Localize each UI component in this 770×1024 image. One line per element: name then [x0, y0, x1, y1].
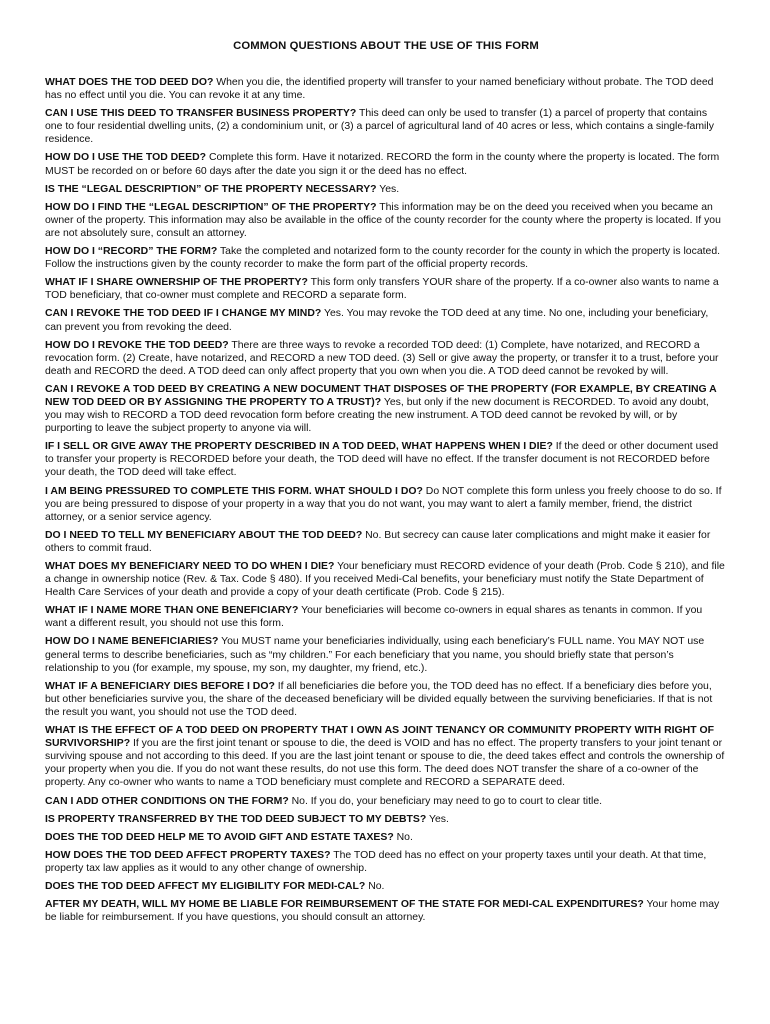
faq-question: CAN I REVOKE THE TOD DEED IF I CHANGE MY MIND? [45, 308, 322, 320]
faq-answer: If all beneficiaries die before you, the TOD deed has no effect. If a beneficiary dies before you, but other beneficiaries survive you, the share of the deceased beneficiary will be divided equally between the surviving beneficiaries. If that is not the result you want, you should not use the TOD deed. [45, 680, 713, 718]
faq-item [45, 440, 727, 479]
faq-item [45, 560, 727, 599]
faq-question: HOW DO I “RECORD” THE FORM? [45, 246, 218, 258]
faq-item [45, 898, 727, 924]
faq-question: WHAT DOES THE TOD DEED DO? [45, 77, 214, 88]
faq-question: WHAT IF I NAME MORE THAN ONE BENEFICIARY? [45, 605, 299, 617]
faq-item [45, 183, 727, 196]
faq-answer: Your home may be liable for reimbursement. If you have questions, you should consult an attorney. [45, 899, 720, 924]
faq-question: WHAT IS THE EFFECT OF A TOD DEED ON PROPERTY THAT I OWN AS JOINT TENANCY OR COMMUNITY PROPERTY WITH RIGHT OF SURVIVORSHIP? [45, 725, 714, 750]
faq-question: DOES THE TOD DEED AFFECT MY ELIGIBILITY FOR MEDI-CAL? [45, 880, 366, 892]
faq-item [45, 813, 727, 826]
faq-answer: This form only transfers YOUR share of the property. If a co-owner also wants to name a TOD beneficiary, that co-owner must complete and RECORD a separate form. [45, 277, 719, 302]
faq-item [45, 880, 727, 893]
faq-question: IF I SELL OR GIVE AWAY THE PROPERTY DESCRIBED IN A TOD DEED, WHAT HAPPENS WHEN I DIE? [45, 441, 553, 453]
faq-answer: You MUST name your beneficiaries individually, using each beneficiary’s FULL name. You MAY NOT use general terms to describe beneficiaries, such as “my children.” For each beneficiary that you name, you should briefly state that person’s relationship to you (for example, my spouse, my son, my daughter, my friend, etc.). [45, 636, 705, 674]
faq-question: DOES THE TOD DEED HELP ME TO AVOID GIFT AND ESTATE TAXES? [45, 831, 394, 843]
faq-item [45, 795, 727, 808]
faq-item [45, 849, 727, 875]
faq-answer: Yes. You may revoke the TOD deed at any time. No one, including your beneficiary, can prevent you from revoking the deed. [45, 308, 709, 333]
faq-answer: There are three ways to revoke a recorded TOD deed: (1) Complete, have notarized, and RECORD a revocation form. (2) Create, have notarized, and RECORD a new TOD deed. (3) Sell or give away the property, or transfer it to a trust, before your death and RECORD the deed. A TOD deed can only affect property that you own when you die. A TOD deed cannot be revoked by will. [45, 339, 719, 377]
faq-question: AFTER MY DEATH, WILL MY HOME BE LIABLE FOR REIMBURSEMENT OF THE STATE FOR MEDI-CAL EXPENDITURES? [45, 899, 644, 911]
faq-question: CAN I USE THIS DEED TO TRANSFER BUSINESS PROPERTY? [45, 108, 357, 120]
faq-answer: If the deed or other document used to transfer your property is RECORDED before your death, the TOD deed will have no effect. If the transfer document is not RECORDED before your death, the TOD deed will take effect. [45, 441, 719, 479]
faq-answer: The TOD deed has no effect on your property taxes until your death. At that time, property tax law applies as it would to any other change of ownership. [45, 849, 707, 874]
faq-question: HOW DO I REVOKE THE TOD DEED? [45, 339, 229, 351]
faq-answer: Take the completed and notarized form to the county recorder for the county in which the property is located. Follow the instructions given by the county recorder to make the form part of the official property records. [45, 246, 721, 271]
faq-answer: Yes. [379, 183, 400, 195]
faq-item [45, 151, 727, 177]
faq-item [45, 485, 727, 524]
faq-item [45, 339, 727, 378]
faq-list [45, 76, 727, 924]
faq-item [45, 107, 727, 146]
faq-answer: This deed can only be used to transfer (1) a parcel of property that contains one to four residential dwelling units, (2) a condominium unit, or (3) a parcel of agricultural land of 40 acres or less, which contains a single-family residence. [45, 108, 714, 146]
faq-answer: When you die, the identified property will transfer to your named beneficiary without probate. The TOD deed has no effect until you die. You can revoke it at any time. [45, 77, 714, 102]
faq-answer: No. If you do, your beneficiary may need to go to court to clear title. [291, 795, 603, 807]
faq-question: HOW DO I NAME BENEFICIARIES? [45, 636, 219, 648]
faq-item [45, 76, 727, 102]
faq-answer: No. But secrecy can cause later complications and might make it easier for others to commit fraud. [45, 529, 711, 554]
faq-item [45, 635, 727, 674]
faq-answer: If you are the first joint tenant or spouse to die, the deed is VOID and has no effect. The property transfers to your joint tenant or surviving spouse and not according to this deed. If you are the last joint tenant or spouse to die, the deed takes effect and controls the ownership of your property when you die. If you do not want these results, do not use this form. The deed does NOT transfer the share of a co-owner of the property. Any co-owner who wants to name a TOD beneficiary must complete and RECORD a SEPARATE deed. [45, 738, 725, 789]
faq-answer: Complete this form. Have it notarized. RECORD the form in the county where the property is located. The form MUST be recorded on or before 60 days after the date you sign it or the deed has no effect. [45, 152, 720, 177]
faq-answer: Yes, but only if the new document is RECORDED. To avoid any doubt, you may wish to RECORD a TOD deed revocation form before creating the new instrument. A TOD deed cannot be revoked by will, or by purporting to leave the subject property to anyone via will. [45, 396, 709, 435]
faq-answer: Your beneficiaries will become co-owners in equal shares as tenants in common. If you want a different result, you should not use this form. [45, 605, 703, 630]
faq-question: CAN I REVOKE A TOD DEED BY CREATING A NEW DOCUMENT THAT DISPOSES OF THE PROPERTY (FOR EXAMPLE, BY CREATING A NEW TOD DEED OR BY ASSIGNING THE PROPERTY TO A TRUST)? [45, 383, 717, 408]
faq-item [45, 831, 727, 844]
faq-question: HOW DOES THE TOD DEED AFFECT PROPERTY TAXES? [45, 849, 331, 861]
faq-item [45, 604, 727, 630]
faq-item [45, 680, 727, 719]
document-page [45, 0, 727, 929]
faq-question: WHAT IF A BENEFICIARY DIES BEFORE I DO? [45, 680, 275, 692]
faq-question: DO I NEED TO TELL MY BENEFICIARY ABOUT THE TOD DEED? [45, 529, 363, 541]
faq-question: WHAT DOES MY BENEFICIARY NEED TO DO WHEN I DIE? [45, 561, 335, 572]
faq-item [45, 245, 727, 271]
faq-question: CAN I ADD OTHER CONDITIONS ON THE FORM? [45, 795, 289, 807]
faq-question: WHAT IF I SHARE OWNERSHIP OF THE PROPERTY? [45, 277, 308, 289]
faq-item [45, 307, 727, 333]
faq-answer: No. [368, 880, 385, 892]
faq-answer: No. [396, 831, 413, 843]
faq-item [45, 201, 727, 240]
faq-question: IS THE “LEGAL DESCRIPTION” OF THE PROPERTY NECESSARY? [45, 183, 377, 195]
page-title: COMMON QUESTIONS ABOUT THE USE OF THIS FORM [233, 40, 539, 52]
faq-question: IS PROPERTY TRANSFERRED BY THE TOD DEED SUBJECT TO MY DEBTS? [45, 813, 427, 825]
faq-answer: Yes. [428, 813, 449, 825]
faq-question: HOW DO I USE THE TOD DEED? [45, 152, 207, 164]
faq-question: HOW DO I FIND THE “LEGAL DESCRIPTION” OF THE PROPERTY? [45, 201, 377, 213]
faq-answer: Your beneficiary must RECORD evidence of your death (Prob. Code § 210), and file a change in ownership notice (Rev. & Tax. Code § 480). If you received Medi-Cal benefits, your beneficiary must notify the State Department of Health Care Services of your death and provide a copy of your death certificate (Prob. Code § 215). [45, 561, 725, 599]
faq-question: I AM BEING PRESSURED TO COMPLETE THIS FORM. WHAT SHOULD I DO? [45, 485, 423, 497]
faq-item [45, 529, 727, 555]
faq-answer: Do NOT complete this form unless you freely choose to do so. If you are being pressured to dispose of your property in a way that you do not want, you may want to alert a family member, friend, the district attorney, or a senior service agency. [45, 485, 722, 523]
faq-answer: This information may be on the deed you received when you became an owner of the property. This information may also be available in the office of the county recorder for the county where the property is located. If you are not absolutely sure, consult an attorney. [45, 201, 721, 239]
faq-item [45, 724, 727, 789]
faq-item [45, 276, 727, 302]
faq-item [45, 383, 727, 435]
